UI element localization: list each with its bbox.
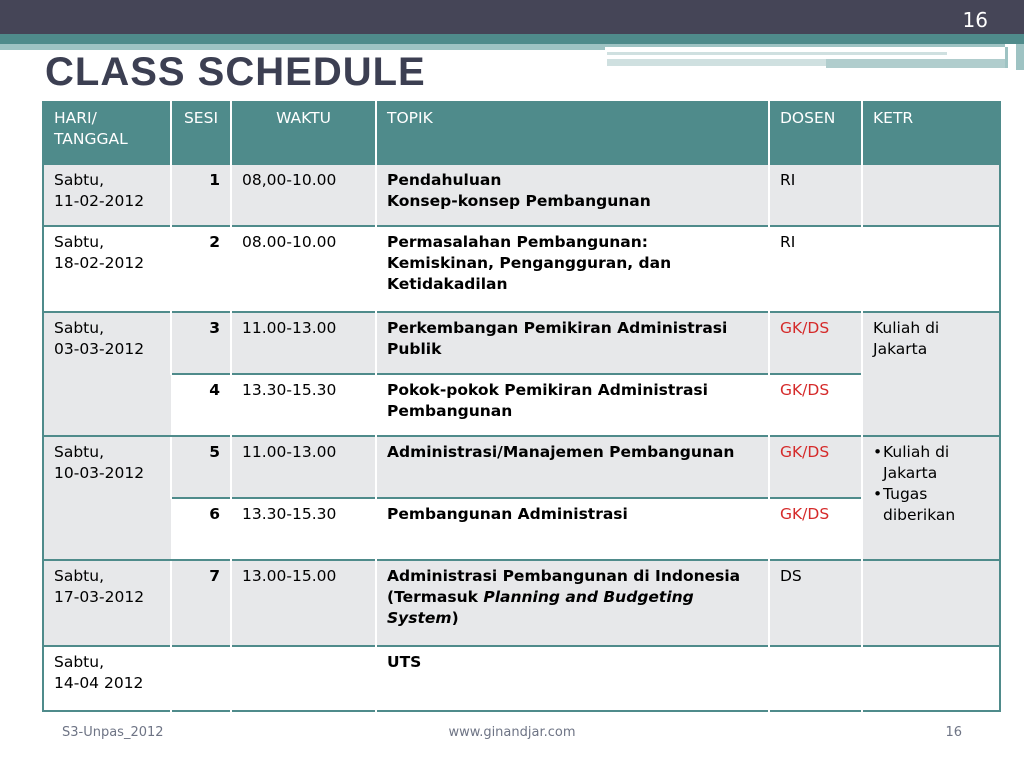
table-row <box>43 312 1000 374</box>
slide-title: CLASS SCHEDULE <box>45 50 426 94</box>
cell-topik: Perkembangan Pemikiran Administrasi Publik <box>376 312 769 374</box>
list-item: • Kuliah di Jakarta <box>873 442 989 484</box>
cell-ketr <box>862 436 1000 560</box>
decor-line <box>607 59 827 66</box>
cell-waktu: 08.00-10.00 <box>231 226 376 312</box>
table-row <box>43 498 1000 560</box>
cell-waktu: 13.30-15.30 <box>231 498 376 560</box>
cell-topik: UTS <box>376 646 769 711</box>
header-waktu: WAKTU <box>231 102 376 165</box>
list-item: • Tugas diberikan <box>873 484 989 526</box>
cell-date: Sabtu, 18-02-2012 <box>43 226 171 312</box>
footer-slide-number: 16 <box>945 725 962 740</box>
top-bar <box>0 0 1024 34</box>
table-row <box>43 646 1000 711</box>
cell-topik: Administrasi/Manajemen Pembangunan <box>376 436 769 498</box>
cell-date: Sabtu, 14-04 2012 <box>43 646 171 711</box>
cell-waktu: 13.30-15.30 <box>231 374 376 436</box>
header-topik: TOPIK <box>376 102 769 165</box>
cell-waktu <box>231 646 376 711</box>
cell-date: Sabtu, 17-03-2012 <box>43 560 171 646</box>
cell-ketr <box>862 560 1000 646</box>
header-dosen: DOSEN <box>769 102 862 165</box>
header-ketr: KETR <box>862 102 1000 165</box>
cell-ketr <box>862 646 1000 711</box>
cell-topik: Administrasi Pembangunan di Indonesia (Termasuk Planning and Budgeting System) <box>376 560 769 646</box>
cell-date: Sabtu, 10-03-2012 <box>43 436 171 560</box>
cell-sesi: 4 <box>171 374 231 436</box>
cell-dosen: GK/DS <box>769 374 862 436</box>
cell-waktu: 08,00-10.00 <box>231 165 376 226</box>
cell-dosen: GK/DS <box>769 312 862 374</box>
header-sesi: SESI <box>171 102 231 165</box>
decor-line <box>607 52 947 55</box>
cell-dosen: RI <box>769 226 862 312</box>
cell-dosen: GK/DS <box>769 436 862 498</box>
cell-sesi: 7 <box>171 560 231 646</box>
cell-topik: Permasalahan Pembangunan: Kemiskinan, Pengangguran, dan Ketidakadilan <box>376 226 769 312</box>
cell-date: Sabtu, 11-02-2012 <box>43 165 171 226</box>
cell-sesi: 1 <box>171 165 231 226</box>
footer-url: www.ginandjar.com <box>448 725 576 740</box>
cell-topik: Pembangunan Administrasi <box>376 498 769 560</box>
table-row <box>43 560 1000 646</box>
cell-topik: Pokok-pokok Pemikiran Administrasi Pembangunan <box>376 374 769 436</box>
cell-ketr: Kuliah di Jakarta <box>862 312 1000 436</box>
cell-sesi: 5 <box>171 436 231 498</box>
cell-ketr <box>862 165 1000 226</box>
footer-left: S3-Unpas_2012 <box>62 725 164 740</box>
cell-dosen: DS <box>769 560 862 646</box>
cell-sesi: 3 <box>171 312 231 374</box>
ketr-list <box>873 442 989 526</box>
schedule-table <box>42 101 1001 712</box>
cell-ketr <box>862 226 1000 312</box>
cell-waktu: 11.00-13.00 <box>231 436 376 498</box>
cell-dosen <box>769 646 862 711</box>
decor-line <box>605 44 1005 47</box>
header-hari-tanggal: HARI/ TANGGAL <box>43 102 171 165</box>
table-row <box>43 374 1000 436</box>
table-row <box>43 226 1000 312</box>
cell-dosen: RI <box>769 165 862 226</box>
cell-waktu: 11.00-13.00 <box>231 312 376 374</box>
cell-sesi <box>171 646 231 711</box>
cell-sesi: 6 <box>171 498 231 560</box>
cell-waktu: 13.00-15.00 <box>231 560 376 646</box>
table-header-row <box>43 102 1000 165</box>
cell-date: Sabtu, 03-03-2012 <box>43 312 171 436</box>
decor-line <box>826 59 1008 68</box>
decor-line <box>1005 47 1008 68</box>
cell-dosen: GK/DS <box>769 498 862 560</box>
decor-line <box>1016 44 1024 70</box>
cell-sesi: 2 <box>171 226 231 312</box>
table-row <box>43 165 1000 226</box>
cell-topik: Pendahuluan Konsep-konsep Pembangunan <box>376 165 769 226</box>
header-stripe <box>0 34 1024 44</box>
slide-number-top: 16 <box>962 8 988 32</box>
table-row <box>43 436 1000 498</box>
